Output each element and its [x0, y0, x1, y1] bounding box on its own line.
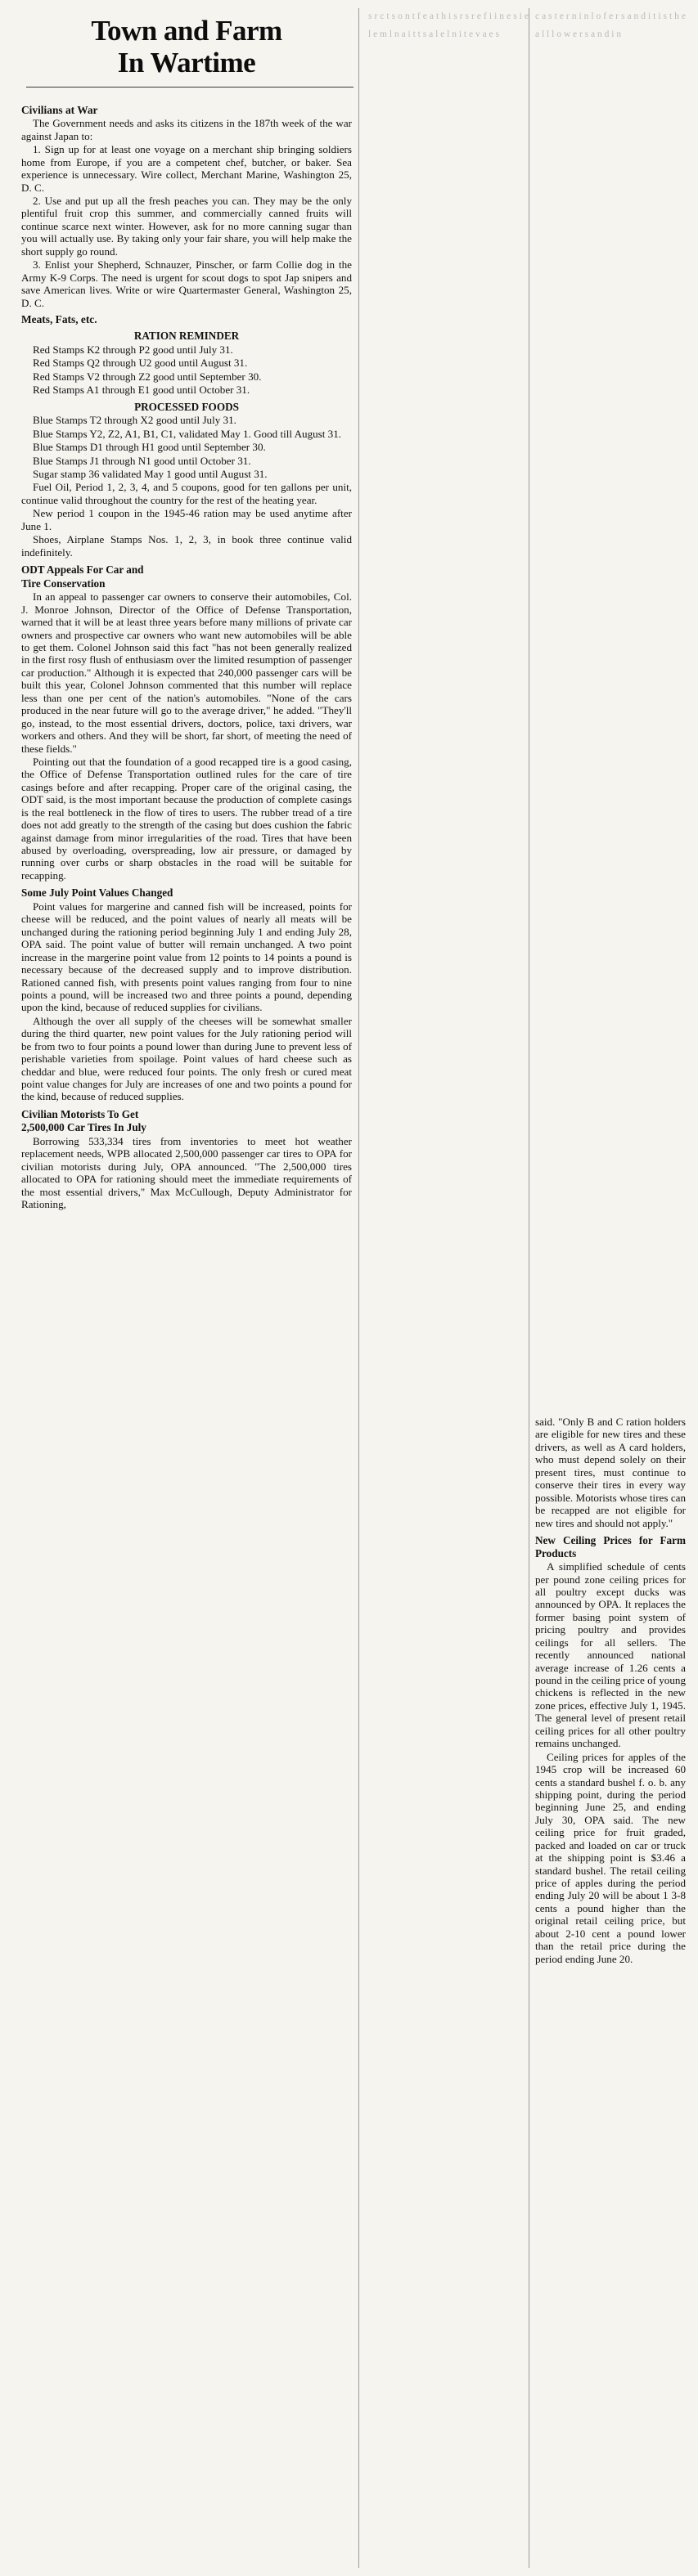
july-paragraph-2: Although the over all supply of the cheeses will be somewhat smaller during the third quarter, new point values for the July rationing period will be from two to four points a pound lower than during June to prevent less of perishable varieties from spoilage. Point values of hard cheese such as cheddar and blue, were reduced four points. The only fresh or cured meat point value changes for July are increases of one and two points a pound for the kind, because of reduced supplies.: [21, 1014, 352, 1103]
col3-paragraph-2: A simplified schedule of cents per pound zone ceiling prices for all poultry except ducks was announced by OPA. It replaces the former basing point system of pricing poultry and provides ceilings for all sellers. The recently announced national average increase of 1.26 cents a pound in the ceiling price of young chickens is reflected in the new zone prices, effective July 1, 1945. The general level of present retail ceiling prices for all other poultry remains unchanged.: [535, 1560, 686, 1750]
odt-paragraph-1: In an appeal to passenger car owners to conserve their automobiles, Col. J. Monroe Johnson, Director of the Office of Defense Transportation, warned that it will be at least three years before many millions of private car owners and prospective car owners who want new automobiles will be able to get them. Colonel Johnson said this fact "has not been generally realized in the first rosy flush of enthusiasm over the limited resumption of passenger car production." Although it is expected that 240,000 passenger cars will be built this year, Colonel Johnson commented that this number will replace less than one per cent of the nation's automobiles. "None of the cars produced in the near future will go to the average driver," he added. "They'll go, instead, to the most essential drivers, doctors, police, taxi drivers, war workers and others. And they will be short, far short, of meeting the need of these fields.": [21, 590, 352, 755]
civilian-motorists-head-line-1: Civilian Motorists To Get: [21, 1107, 139, 1120]
ration-reminder-head: RATION REMINDER: [133, 330, 240, 343]
ration-item-1: Red Stamps K2 through P2 good until July 31.: [33, 343, 233, 356]
shoes-item: Shoes, Airplane Stamps Nos. 1, 2, 3, in book three continue valid indefinitely.: [21, 533, 352, 559]
ration-item-4: Red Stamps A1 through E1 good until October 31.: [33, 384, 250, 397]
processed-item-2: Blue Stamps Y2, Z2, A1, B1, C1, validated May 1. Good till August 31.: [33, 427, 342, 440]
odt-head-line-1: ODT Appeals For Car and: [21, 563, 144, 577]
ration-item-3: Red Stamps V2 through Z2 good until September 30.: [33, 370, 262, 383]
civilians-paragraph-4: 3. Enlist your Shepherd, Schnauzer, Pinscher, or farm Collie dog in the Army K-9 Corps. The need is urgent for scout dogs to spot Jap snipers and save American lives. Write or wire Quartermaster General, Washington 25, D. C.: [21, 258, 352, 309]
civilians-paragraph-2: 1. Sign up for at least one voyage on a merchant ship bringing soldiers home from Europe, if you are a competent chef, butcher, or baker. Sea experience is unnecessary. Wire collect, Merchant Marine, Washington 25, D. C.: [21, 143, 352, 194]
new-period-item: New period 1 coupon in the 1945-46 ration may be used anytime after June 1.: [21, 507, 352, 532]
col3-paragraph-3: Ceiling prices for apples of the 1945 crop will be increased 60 cents a standard bushel f. o. b. any shipping point, during the period beginning June 25, and ending July 30, OPA said. The new ceiling price for fruit graded, packed and loaded on car or truck at the shipping point is $3.46 a standard bushel. The retail ceiling price of apples during the period ending July 20 will be about 1 3-8 cents a pound higher than the original retail ceiling price, but about 2-10 cent a pound lower than the retail price during the period ending June 20.: [535, 1750, 686, 1965]
civilians-paragraph-3: 2. Use and put up all the fresh peaches you can. They may be the only plentiful fruit crop this summer, and commercially canned fruits will continue scarce next winter. However, ask for no more canning sugar than you will actually use. By taking only your fair share, you will help make the short supply go round.: [21, 195, 352, 258]
july-paragraph-1: Point values for margerine and canned fish will be increased, points for cheese will be reduced, and the point values of nearly all meats will be unchanged during the rationing period beginning July 1 and ending July 28, OPA said. The point value of butter will remain unchanged. A two point increase in the margerine point value from 12 points to 14 points a pound is necessary because of the decreased supply and to improve distribution. Rationed canned fish, with presents point values ranging from four to nine points a pound, will be increased two and three points a pound, depending upon the kind, because of reduced supplies for civilians.: [21, 900, 352, 1014]
ration-item-2: Red Stamps Q2 through U2 good until August 31.: [33, 357, 248, 370]
column-3-margin-noise: c a s t e r n i n l o f e r s a n d i t i s t h e a l l l o w e r s a n d i n: [535, 11, 686, 39]
headline-rule: [26, 87, 354, 88]
headline-line-1: Town and Farm: [91, 15, 282, 47]
civilian-motorists-head-line-2: 2,500,000 Car Tires In July: [21, 1121, 146, 1134]
column-1: [21, 100, 352, 1212]
processed-foods-head: PROCESSED FOODS: [134, 400, 239, 413]
odt-head-line-2: Tire Conservation: [21, 577, 106, 590]
column-3-body: [535, 1416, 686, 1965]
fuel-oil-item: Fuel Oil, Period 1, 2, 3, 4, and 5 coupons, good for ten gallons per unit, continue valid throughout the country for the rest of the heating year.: [21, 481, 352, 506]
column-2-margin-noise: s r c t s o n t f e a t h i s r s r e f i i n e s i e l e m l n a i t t s a l e l n i t e v a e s: [368, 11, 529, 39]
headline-line-2: In Wartime: [117, 47, 256, 79]
sugar-stamp-item: Sugar stamp 36 validated May 1 good until August 31.: [33, 468, 268, 481]
page-inner: [15, 8, 686, 2568]
civilians-at-war-head: Civilians at War: [21, 104, 98, 116]
processed-item-4: Blue Stamps J1 through N1 good until October 31.: [33, 454, 251, 467]
farm-products-head: New Ceiling Prices for Farm Products: [535, 1533, 686, 1560]
column-2: [368, 8, 529, 45]
page-title: [15, 15, 358, 83]
col3-paragraph-1: said. "Only B and C ration holders are eligible for new tires and these drivers, as well as A card holders, who must depend solely on their present tires, must continue to conserve their tires in every way possible. Motorists whose tires can be recapped are not eligible for new tires and should not apply.": [535, 1416, 686, 1529]
civilian-motorists-paragraph-1: Borrowing 533,334 tires from inventories to meet hot weather replacement needs, WPB allocated 2,500,000 passenger car tires to OPA for civilian motorists during July, OPA announced. "The 2,500,000 tires allocated to OPA for rationing should meet the immediate requirements of the most essential drivers," Max McCullough, Deputy Administrator for Rationing,: [21, 1135, 352, 1211]
processed-item-1: Blue Stamps T2 through X2 good until July 31.: [33, 414, 236, 427]
column-3: [535, 8, 686, 1966]
civilians-paragraph-1: The Government needs and asks its citizens in the 187th week of the war against Japan to:: [21, 117, 352, 142]
july-point-values-head: Some July Point Values Changed: [21, 886, 173, 900]
odt-paragraph-2: Pointing out that the foundation of a good recapped tire is a good casing, the Office of Defense Transportation outlined rules for the care of tire casings before and after recapping. Proper care of the original casing, the ODT said, is the most important because the production of complete casings is the real bottleneck in the flow of tires to users. The rubber tread of a tire does not add greatly to the strength of the casing but does cushion the fabric against damage from minor irregularities of the road. Tires that have been abused by overloading, overspreading, low air pressure, or damaged by running over curbs or sharp obstacles in the road will be suitable for recapping.: [21, 755, 352, 882]
column-separator-1: [358, 8, 359, 2568]
meats-fats-head: Meats, Fats, etc.: [21, 312, 97, 325]
processed-item-3: Blue Stamps D1 through H1 good until September 30.: [33, 441, 266, 454]
